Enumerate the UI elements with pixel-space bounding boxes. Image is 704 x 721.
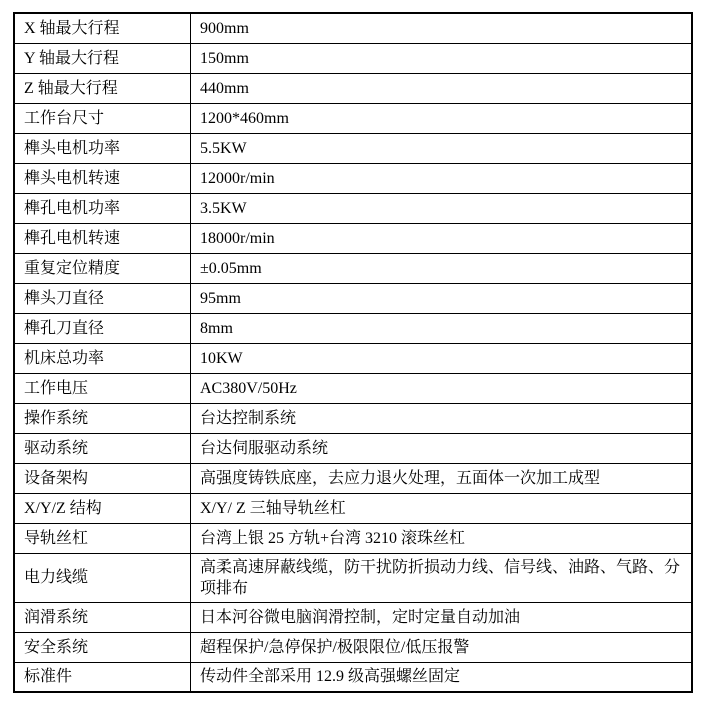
- table-row: [14, 662, 692, 692]
- spec-value-cell: 1200*460mm: [191, 103, 693, 133]
- table-row: [14, 43, 692, 73]
- table-row: [14, 403, 692, 433]
- spec-value-cell: 5.5KW: [191, 133, 693, 163]
- table-row: [14, 223, 692, 253]
- spec-label-cell: Z 轴最大行程: [14, 73, 191, 103]
- table-row: [14, 373, 692, 403]
- spec-value-cell: 台湾上银 25 方轨+台湾 3210 滚珠丝杠: [191, 523, 693, 553]
- spec-label-cell: 工作电压: [14, 373, 191, 403]
- spec-value-cell: 95mm: [191, 283, 693, 313]
- spec-label-cell: 标准件: [14, 662, 191, 692]
- table-row: [14, 13, 692, 43]
- table-row: [14, 433, 692, 463]
- spec-label-cell: X/Y/Z 结构: [14, 493, 191, 523]
- spec-label-cell: 安全系统: [14, 632, 191, 662]
- spec-label-cell: 重复定位精度: [14, 253, 191, 283]
- spec-table: [13, 12, 693, 693]
- table-row: [14, 553, 692, 602]
- table-row: [14, 283, 692, 313]
- spec-label-cell: 导轨丝杠: [14, 523, 191, 553]
- table-row: [14, 193, 692, 223]
- spec-label-cell: 榫孔电机功率: [14, 193, 191, 223]
- spec-label-cell: 机床总功率: [14, 343, 191, 373]
- spec-value-cell: 10KW: [191, 343, 693, 373]
- spec-label-cell: 榫头电机转速: [14, 163, 191, 193]
- spec-value-cell: 900mm: [191, 13, 693, 43]
- table-row: [14, 493, 692, 523]
- spec-value-cell: ±0.05mm: [191, 253, 693, 283]
- spec-value-cell: 440mm: [191, 73, 693, 103]
- table-row: [14, 523, 692, 553]
- table-row: [14, 632, 692, 662]
- spec-label-cell: 榫孔刀直径: [14, 313, 191, 343]
- table-row: [14, 73, 692, 103]
- spec-label-cell: 操作系统: [14, 403, 191, 433]
- table-row: [14, 463, 692, 493]
- table-row: [14, 103, 692, 133]
- spec-value-cell: 日本河谷微电脑润滑控制，定时定量自动加油: [191, 602, 693, 632]
- spec-value-cell: 3.5KW: [191, 193, 693, 223]
- spec-label-cell: X 轴最大行程: [14, 13, 191, 43]
- table-row: [14, 313, 692, 343]
- spec-label-cell: 榫头电机功率: [14, 133, 191, 163]
- spec-value-cell: X/Y/ Z 三轴导轨丝杠: [191, 493, 693, 523]
- spec-label-cell: 榫孔电机转速: [14, 223, 191, 253]
- spec-value-cell: 超程保护/急停保护/极限限位/低压报警: [191, 632, 693, 662]
- spec-value-cell: 18000r/min: [191, 223, 693, 253]
- table-row: [14, 163, 692, 193]
- spec-label-cell: 润滑系统: [14, 602, 191, 632]
- spec-label-cell: 驱动系统: [14, 433, 191, 463]
- spec-value-cell: AC380V/50Hz: [191, 373, 693, 403]
- spec-value-cell: 台达伺服驱动系统: [191, 433, 693, 463]
- spec-label-cell: 设备架构: [14, 463, 191, 493]
- table-row: [14, 602, 692, 632]
- spec-label-cell: Y 轴最大行程: [14, 43, 191, 73]
- table-row: [14, 133, 692, 163]
- spec-value-cell: 8mm: [191, 313, 693, 343]
- spec-value-cell: 台达控制系统: [191, 403, 693, 433]
- spec-label-cell: 工作台尺寸: [14, 103, 191, 133]
- table-row: [14, 343, 692, 373]
- spec-label-cell: 榫头刀直径: [14, 283, 191, 313]
- spec-value-cell: 高强度铸铁底座，去应力退火处理，五面体一次加工成型: [191, 463, 693, 493]
- spec-label-cell: 电力线缆: [14, 553, 191, 602]
- table-row: [14, 253, 692, 283]
- spec-value-cell: 150mm: [191, 43, 693, 73]
- spec-table-body: [14, 13, 692, 692]
- spec-value-cell: 传动件全部采用 12.9 级高强螺丝固定: [191, 662, 693, 692]
- spec-value-cell: 高柔高速屏蔽线缆，防干扰防折损动力线、信号线、油路、气路、分项排布: [191, 553, 693, 602]
- spec-value-cell: 12000r/min: [191, 163, 693, 193]
